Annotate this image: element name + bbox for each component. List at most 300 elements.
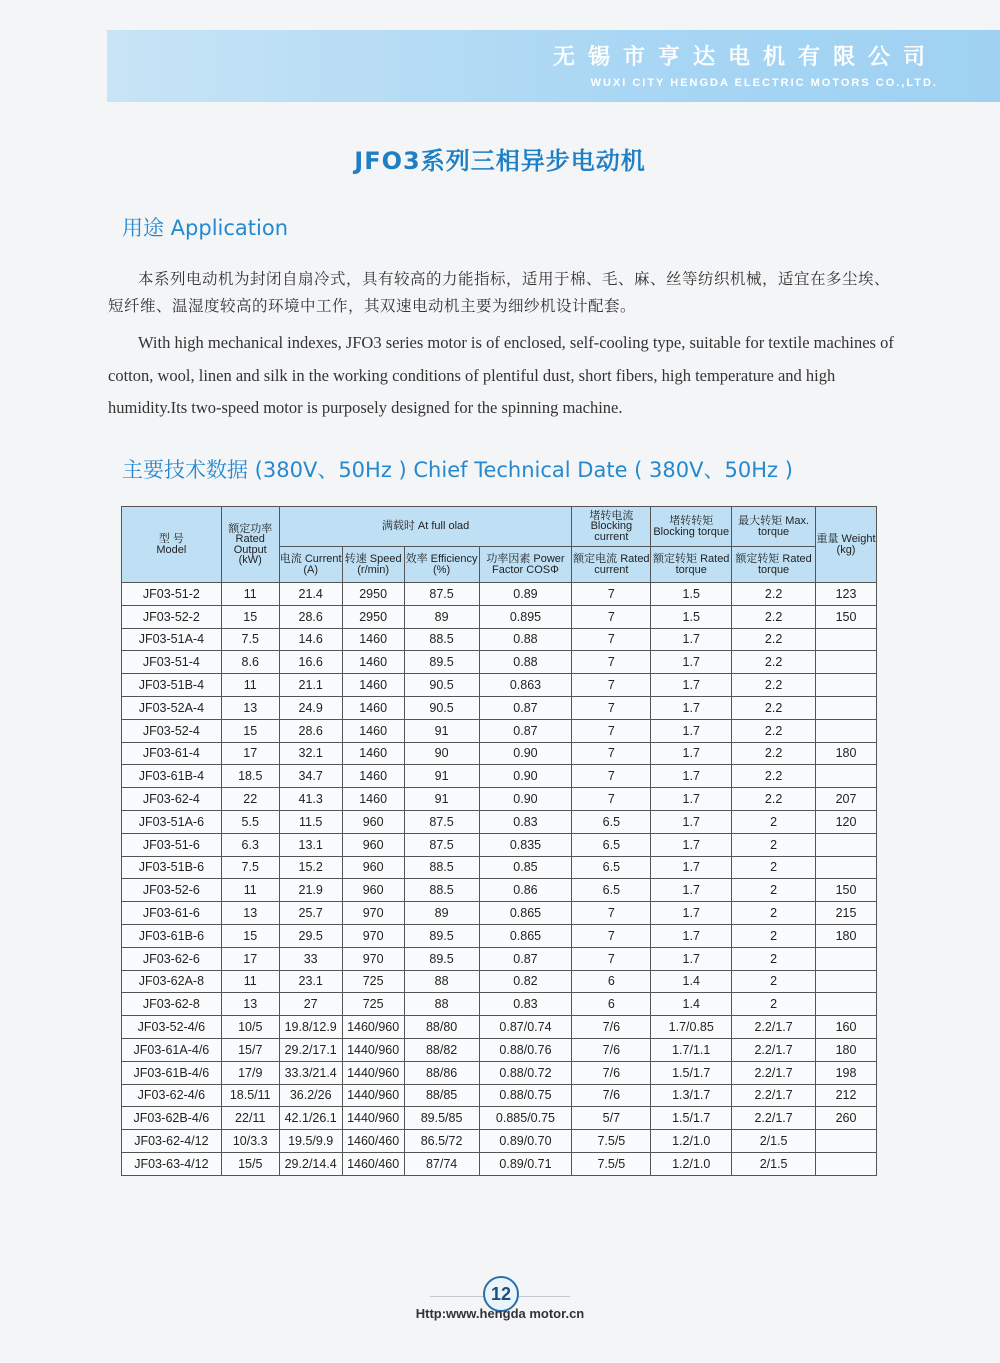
table-row	[122, 1152, 877, 1175]
header-model-cn: 型 号	[158, 532, 184, 545]
table-cell: 7	[572, 605, 651, 628]
table-cell: 0.82	[479, 970, 572, 993]
table-cell: 13	[221, 902, 279, 925]
table-cell	[816, 833, 877, 856]
table-cell: 87/74	[404, 1152, 479, 1175]
table-cell: 2.2	[732, 583, 816, 606]
application-text-en: With high mechanical indexes, JFO3 series motor is of enclosed, self-cooling type, suitable for textile machines of cotton, wool, linen and silk in the working conditions of plentiful dust, short fibers, high temperature and high humidity.Its two-speed motor is purposely designed for the spinning machine.	[108, 333, 894, 417]
table-row	[122, 993, 877, 1016]
header-power-factor: 功率因素 Power Factor COSΦ	[479, 547, 572, 583]
table-cell: 15	[221, 719, 279, 742]
table-cell: 90.5	[404, 696, 479, 719]
table-cell: 1460	[342, 628, 404, 651]
header-model	[122, 507, 222, 583]
table-cell: 2.2	[732, 719, 816, 742]
table-cell: 120	[816, 810, 877, 833]
table-cell: 6	[572, 993, 651, 1016]
table-cell: 22	[221, 788, 279, 811]
table-cell: 7	[572, 788, 651, 811]
table-cell: 10/5	[221, 1016, 279, 1039]
application-text-cn: 本系列电动机为封闭自扇冷式，具有较高的力能指标，适用于棉、毛、麻、丝等纺织机械，适宜在多尘埃、短纤维、温湿度较高的环境中工作，其双速电动机主要为细纱机设计配套。	[108, 270, 891, 315]
table-cell: 6.5	[572, 879, 651, 902]
table-cell: 8.6	[221, 651, 279, 674]
table-cell: JF03-63-4/12	[122, 1152, 222, 1175]
table-cell: 1460	[342, 788, 404, 811]
table-cell: 7.5	[221, 628, 279, 651]
table-cell: 2950	[342, 605, 404, 628]
table-cell: 7/6	[572, 1016, 651, 1039]
table-cell: 1.7	[651, 924, 732, 947]
table-cell: 7	[572, 924, 651, 947]
header-full-load: 满载时 At full olad	[279, 507, 572, 547]
table-cell: 1.7	[651, 879, 732, 902]
table-cell: JF03-61B-4/6	[122, 1061, 222, 1084]
table-cell	[816, 719, 877, 742]
table-cell: 0.865	[479, 924, 572, 947]
table-cell: 0.90	[479, 788, 572, 811]
table-cell	[816, 993, 877, 1016]
table-row	[122, 1107, 877, 1130]
table-cell: JF03-62-4/12	[122, 1130, 222, 1153]
table-cell: 11	[221, 879, 279, 902]
table-cell: 2.2/1.7	[732, 1084, 816, 1107]
table-cell: 88/86	[404, 1061, 479, 1084]
table-cell: 89.5	[404, 924, 479, 947]
application-heading: 用途 Application	[122, 216, 289, 240]
table-cell: 960	[342, 856, 404, 879]
header-max-torque-top: 最大转矩 Max. torque	[732, 507, 816, 547]
table-cell: 1.4	[651, 993, 732, 1016]
table-cell: JF03-52A-4	[122, 696, 222, 719]
table-cell: 1.2/1.0	[651, 1130, 732, 1153]
table-cell: 11.5	[279, 810, 342, 833]
table-cell: 87.5	[404, 583, 479, 606]
table-cell: 0.86	[479, 879, 572, 902]
table-cell: 11	[221, 583, 279, 606]
table-cell: 0.83	[479, 810, 572, 833]
table-cell: 0.87	[479, 696, 572, 719]
table-cell: 11	[221, 970, 279, 993]
table-cell: JF03-62-4	[122, 788, 222, 811]
table-cell: 91	[404, 719, 479, 742]
table-cell: 1460	[342, 742, 404, 765]
table-cell: 2.2	[732, 651, 816, 674]
table-cell: 6.5	[572, 810, 651, 833]
table-cell: 6	[572, 970, 651, 993]
table-cell: 2.2	[732, 696, 816, 719]
table-cell: 42.1/26.1	[279, 1107, 342, 1130]
spec-table-body	[122, 583, 877, 1176]
table-cell: 88/82	[404, 1038, 479, 1061]
table-cell: JF03-51-4	[122, 651, 222, 674]
table-cell: 1.5/1.7	[651, 1061, 732, 1084]
header-blocking-torque-top: 堵转转矩 Blocking torque	[651, 507, 732, 547]
table-cell: 1.5	[651, 605, 732, 628]
table-cell: 17	[221, 947, 279, 970]
table-cell	[816, 696, 877, 719]
header-current: 电流 Current (A)	[279, 547, 342, 583]
table-cell: 88.5	[404, 856, 479, 879]
table-cell: 0.863	[479, 674, 572, 697]
table-row	[122, 583, 877, 606]
page-number: 12	[483, 1276, 519, 1312]
table-cell: 1.7	[651, 947, 732, 970]
table-cell: 0.89/0.70	[479, 1130, 572, 1153]
table-cell	[816, 856, 877, 879]
table-cell: 89	[404, 902, 479, 925]
table-cell: JF03-51A-6	[122, 810, 222, 833]
table-row	[122, 1061, 877, 1084]
table-cell: 14.6	[279, 628, 342, 651]
table-cell: 19.5/9.9	[279, 1130, 342, 1153]
table-cell: JF03-51B-4	[122, 674, 222, 697]
table-cell	[816, 947, 877, 970]
table-cell: 0.88	[479, 628, 572, 651]
table-cell: 5.5	[221, 810, 279, 833]
table-cell: 123	[816, 583, 877, 606]
table-cell: 88.5	[404, 628, 479, 651]
table-cell	[816, 674, 877, 697]
table-row	[122, 1016, 877, 1039]
table-cell: 180	[816, 1038, 877, 1061]
table-cell: 7	[572, 628, 651, 651]
table-cell: 23.1	[279, 970, 342, 993]
table-cell: 33.3/21.4	[279, 1061, 342, 1084]
header-efficiency: 效率 Efficiency (%)	[404, 547, 479, 583]
table-cell: 7/6	[572, 1084, 651, 1107]
table-cell: 13	[221, 993, 279, 1016]
table-cell: 1440/960	[342, 1038, 404, 1061]
table-cell: 0.90	[479, 765, 572, 788]
table-cell: 15/5	[221, 1152, 279, 1175]
table-cell: 0.90	[479, 742, 572, 765]
table-row	[122, 628, 877, 651]
table-row	[122, 1038, 877, 1061]
table-cell: 24.9	[279, 696, 342, 719]
table-cell: 1.7	[651, 742, 732, 765]
table-cell: 1.7	[651, 833, 732, 856]
table-cell: 0.85	[479, 856, 572, 879]
table-cell: 18.5/11	[221, 1084, 279, 1107]
header-speed: 转速 Speed (r/min)	[342, 547, 404, 583]
table-cell: 2	[732, 947, 816, 970]
table-cell: 0.87/0.74	[479, 1016, 572, 1039]
table-cell: JF03-52-4/6	[122, 1016, 222, 1039]
header-max-torque-bottom: 额定转矩 Rated torque	[732, 547, 816, 583]
table-cell: 34.7	[279, 765, 342, 788]
table-cell: 10/3.3	[221, 1130, 279, 1153]
table-cell: 7	[572, 742, 651, 765]
table-cell: 1.7	[651, 902, 732, 925]
table-row	[122, 719, 877, 742]
table-cell: 6.5	[572, 856, 651, 879]
table-cell: 88/80	[404, 1016, 479, 1039]
table-cell: 7	[572, 651, 651, 674]
table-cell: 2950	[342, 583, 404, 606]
table-cell: 2	[732, 879, 816, 902]
table-cell: 7/6	[572, 1038, 651, 1061]
table-cell	[816, 1130, 877, 1153]
table-cell: 2.2/1.7	[732, 1061, 816, 1084]
table-cell: 13.1	[279, 833, 342, 856]
table-cell: 1460/460	[342, 1152, 404, 1175]
table-cell: 1.7	[651, 765, 732, 788]
spec-table	[121, 506, 877, 1176]
table-cell: 2	[732, 902, 816, 925]
table-cell: 0.89	[479, 583, 572, 606]
table-cell	[816, 1152, 877, 1175]
table-cell: 7.5/5	[572, 1152, 651, 1175]
table-cell: 1.2/1.0	[651, 1152, 732, 1175]
table-cell: 2.2/1.7	[732, 1016, 816, 1039]
table-row	[122, 765, 877, 788]
table-cell: 2	[732, 993, 816, 1016]
header-banner	[107, 30, 1000, 102]
table-cell: 36.2/26	[279, 1084, 342, 1107]
table-cell: JF03-52-4	[122, 719, 222, 742]
header-weight: 重量 Weight (kg)	[816, 507, 877, 583]
table-cell: 89.5/85	[404, 1107, 479, 1130]
table-cell: 0.87	[479, 947, 572, 970]
table-cell: 0.865	[479, 902, 572, 925]
table-cell: 7	[572, 902, 651, 925]
table-cell: 160	[816, 1016, 877, 1039]
table-cell: 22/11	[221, 1107, 279, 1130]
table-cell: 207	[816, 788, 877, 811]
table-cell: 1.7	[651, 628, 732, 651]
table-cell: 212	[816, 1084, 877, 1107]
table-cell: JF03-61-6	[122, 902, 222, 925]
table-cell: 1460/460	[342, 1130, 404, 1153]
table-cell: 2.2	[732, 765, 816, 788]
table-cell: 88	[404, 993, 479, 1016]
table-cell: 0.88/0.76	[479, 1038, 572, 1061]
table-cell: 19.8/12.9	[279, 1016, 342, 1039]
table-row	[122, 651, 877, 674]
table-cell: 15/7	[221, 1038, 279, 1061]
table-cell: 2.2	[732, 788, 816, 811]
table-cell: 7.5/5	[572, 1130, 651, 1153]
table-cell: 0.88	[479, 651, 572, 674]
table-cell: 0.88/0.75	[479, 1084, 572, 1107]
table-cell: JF03-62A-8	[122, 970, 222, 993]
table-cell: 1460	[342, 765, 404, 788]
table-cell: 88.5	[404, 879, 479, 902]
company-name-cn: 无锡市亨达电机有限公司	[552, 45, 938, 70]
table-cell: 150	[816, 605, 877, 628]
table-cell: 1460	[342, 651, 404, 674]
table-cell: 7	[572, 947, 651, 970]
table-cell: 1460	[342, 719, 404, 742]
table-cell: 90.5	[404, 674, 479, 697]
table-cell: 11	[221, 674, 279, 697]
table-cell: 15	[221, 924, 279, 947]
table-cell: 7	[572, 583, 651, 606]
table-cell: 90	[404, 742, 479, 765]
table-row	[122, 788, 877, 811]
table-cell: 1.5/1.7	[651, 1107, 732, 1130]
table-cell: 1.7	[651, 856, 732, 879]
table-cell: 1440/960	[342, 1107, 404, 1130]
table-cell: 260	[816, 1107, 877, 1130]
table-cell: JF03-61-4	[122, 742, 222, 765]
table-cell: 1.7	[651, 674, 732, 697]
table-cell: 21.9	[279, 879, 342, 902]
table-cell: 960	[342, 833, 404, 856]
table-row	[122, 605, 877, 628]
table-cell: 15	[221, 605, 279, 628]
footer-url: Http:www.hengda motor.cn	[415, 1306, 585, 1321]
table-cell: 725	[342, 970, 404, 993]
header-blocking-current-top: 堵转电流 Blocking current	[572, 507, 651, 547]
table-cell	[816, 651, 877, 674]
table-cell: JF03-62-8	[122, 993, 222, 1016]
table-cell: 29.5	[279, 924, 342, 947]
table-cell: 2.2	[732, 742, 816, 765]
header-rated-output: 额定功率 Rated Output (kW)	[221, 507, 279, 583]
table-cell: 0.885/0.75	[479, 1107, 572, 1130]
table-cell: 2	[732, 833, 816, 856]
table-row	[122, 810, 877, 833]
table-row	[122, 856, 877, 879]
table-cell: 1.5	[651, 583, 732, 606]
table-cell: 27	[279, 993, 342, 1016]
table-cell: 29.2/14.4	[279, 1152, 342, 1175]
table-cell: 2.2	[732, 674, 816, 697]
table-cell: 180	[816, 924, 877, 947]
page-title: JFO3系列三相异步电动机	[354, 147, 646, 175]
table-cell: 7	[572, 719, 651, 742]
table-cell: 25.7	[279, 902, 342, 925]
table-cell: JF03-51A-4	[122, 628, 222, 651]
table-cell: 1.7	[651, 719, 732, 742]
table-cell: 7.5	[221, 856, 279, 879]
table-cell: 1.7/1.1	[651, 1038, 732, 1061]
table-cell: 6.5	[572, 833, 651, 856]
table-cell: 150	[816, 879, 877, 902]
table-cell: 89.5	[404, 651, 479, 674]
table-cell: 18.5	[221, 765, 279, 788]
table-cell: 2	[732, 856, 816, 879]
table-cell: 17/9	[221, 1061, 279, 1084]
table-cell: 1.7	[651, 788, 732, 811]
table-cell: 1.3/1.7	[651, 1084, 732, 1107]
table-cell: JF03-62B-4/6	[122, 1107, 222, 1130]
table-cell: 2.2	[732, 605, 816, 628]
table-row	[122, 742, 877, 765]
table-cell: 88	[404, 970, 479, 993]
table-cell: 215	[816, 902, 877, 925]
table-cell: 1460	[342, 674, 404, 697]
table-cell: 2	[732, 924, 816, 947]
table-cell: 7	[572, 696, 651, 719]
table-cell: 6.3	[221, 833, 279, 856]
table-cell: 2/1.5	[732, 1152, 816, 1175]
table-cell: 2	[732, 970, 816, 993]
table-cell: 41.3	[279, 788, 342, 811]
table-cell: 7	[572, 765, 651, 788]
table-cell: 33	[279, 947, 342, 970]
table-cell: 16.6	[279, 651, 342, 674]
table-cell: JF03-61B-4	[122, 765, 222, 788]
table-cell: 28.6	[279, 719, 342, 742]
table-cell: 970	[342, 902, 404, 925]
table-cell: 1.7	[651, 810, 732, 833]
table-cell: 91	[404, 765, 479, 788]
header-blocking-torque-bottom: 额定转矩 Rated torque	[651, 547, 732, 583]
table-cell: JF03-51-2	[122, 583, 222, 606]
table-cell: JF03-52-2	[122, 605, 222, 628]
table-cell: 28.6	[279, 605, 342, 628]
table-cell: 21.4	[279, 583, 342, 606]
header-blocking-current-bottom: 额定电流 Rated current	[572, 547, 651, 583]
table-cell: 2.2	[732, 628, 816, 651]
header-model-en: Model	[156, 543, 187, 556]
table-cell: 1.7/0.85	[651, 1016, 732, 1039]
table-cell: 960	[342, 810, 404, 833]
table-cell: 17	[221, 742, 279, 765]
table-cell: JF03-62-6	[122, 947, 222, 970]
table-row	[122, 902, 877, 925]
table-cell: 0.88/0.72	[479, 1061, 572, 1084]
table-cell: 88/85	[404, 1084, 479, 1107]
table-row	[122, 833, 877, 856]
table-cell: JF03-62-4/6	[122, 1084, 222, 1107]
table-cell: 1460	[342, 696, 404, 719]
table-cell: JF03-52-6	[122, 879, 222, 902]
table-cell: 180	[816, 742, 877, 765]
table-cell: 87.5	[404, 810, 479, 833]
table-cell: 1.7	[651, 696, 732, 719]
table-cell: 13	[221, 696, 279, 719]
table-cell	[816, 765, 877, 788]
table-row	[122, 1084, 877, 1107]
company-name-en: WUXI CITY HENGDA ELECTRIC MOTORS CO.,LTD.	[590, 77, 938, 89]
table-cell: 7/6	[572, 1061, 651, 1084]
table-cell: 725	[342, 993, 404, 1016]
table-cell: 960	[342, 879, 404, 902]
table-cell: 86.5/72	[404, 1130, 479, 1153]
table-cell: 32.1	[279, 742, 342, 765]
table-cell: 2/1.5	[732, 1130, 816, 1153]
table-row	[122, 879, 877, 902]
table-cell: 2	[732, 810, 816, 833]
table-cell: JF03-51-6	[122, 833, 222, 856]
table-row	[122, 1130, 877, 1153]
table-cell: 198	[816, 1061, 877, 1084]
table-cell: 89	[404, 605, 479, 628]
table-cell: 0.89/0.71	[479, 1152, 572, 1175]
table-cell: 0.895	[479, 605, 572, 628]
table-cell: 15.2	[279, 856, 342, 879]
table-row	[122, 970, 877, 993]
table-cell: 2.2/1.7	[732, 1038, 816, 1061]
table-cell: 7	[572, 674, 651, 697]
table-cell: 1440/960	[342, 1061, 404, 1084]
table-row	[122, 947, 877, 970]
table-cell: 970	[342, 947, 404, 970]
table-cell: 0.87	[479, 719, 572, 742]
table-cell: 21.1	[279, 674, 342, 697]
table-cell: 1440/960	[342, 1084, 404, 1107]
table-cell	[816, 628, 877, 651]
table-cell: JF03-61B-6	[122, 924, 222, 947]
table-cell: 1.7	[651, 651, 732, 674]
table-cell: 1.4	[651, 970, 732, 993]
table-cell: JF03-61A-4/6	[122, 1038, 222, 1061]
table-cell: 0.83	[479, 993, 572, 1016]
table-cell: 89.5	[404, 947, 479, 970]
